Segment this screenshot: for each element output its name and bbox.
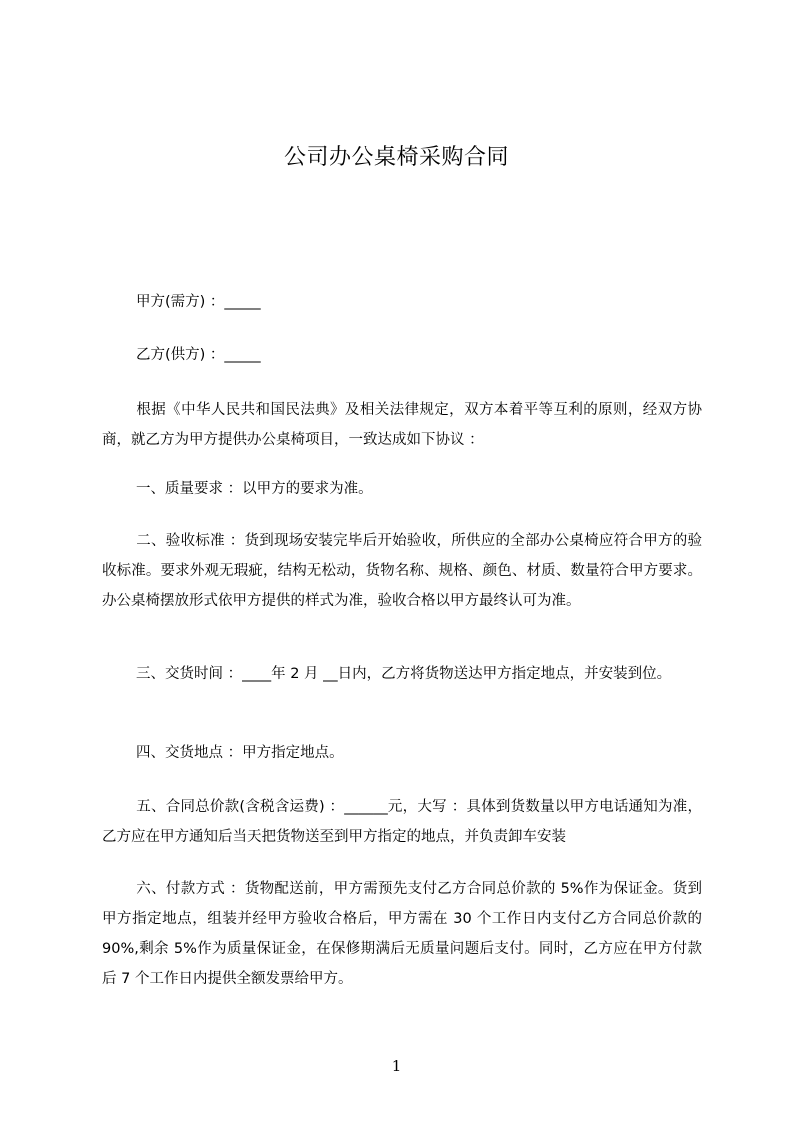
clause-acceptance — [102, 526, 702, 616]
clause-payment-text: 六、付款方式 ：货物配送前，甲方需预先支付乙方合同总价款的 5%作为保证金。货到甲方指定地点，组装并经甲方验收合格后，甲方需在 30 个工作日内支付乙方合同总价款的 90%,剩余 5%作为质量保证金，在保修期满后无质量问题后支付。同时，乙方应在甲方付款后 7 个工作日内提供全额发票给甲方。 — [102, 881, 702, 987]
page-number: 1 — [391, 1057, 402, 1075]
clause-delivery-place-text: 四、交货地点 ：甲方指定地点。 — [136, 745, 344, 761]
clause-quality-text: 一、质量要求 ：以甲方的要求为准。 — [136, 481, 373, 497]
clause-payment — [102, 874, 702, 994]
clause-delivery-place — [102, 738, 702, 768]
clause-total-price — [102, 792, 702, 852]
clause-delivery-time-text: 三、交货时间 ：____年 2 月 __日内，乙方将货物送达甲方指定地点，并安装到位。 — [136, 666, 672, 682]
party-a-line: 甲方(需方) ：_____ — [136, 294, 261, 310]
clause-acceptance-text: 二、验收标准 ：货到现场安装完毕后开始验收，所供应的全部办公桌椅应符合甲方的验收标准。要求外观无瑕疵，结构无松动，货物名称、规格、颜色、材质、数量符合甲方要求。办公桌椅摆放形式依甲方提供的样式为准，验收合格以甲方最终认可为准。 — [102, 533, 702, 609]
clause-total-price-text: 五、合同总价款(含税含运费) ：______元，大写 ：具体到货数量以甲方电话通知为准，乙方应在甲方通知后当天把货物送至到甲方指定的地点，并负责卸车安装 — [102, 799, 702, 845]
clause-quality — [102, 474, 702, 504]
preamble-text: 根据《中华人民共和国民法典》及相关法律规定，双方本着平等互利的原则，经双方协商，就乙方为甲方提供办公桌椅项目，一致达成如下协议 ： — [102, 402, 702, 448]
party-b-line: 乙方(供方) ：_____ — [136, 347, 261, 363]
document-title: 公司办公桌椅采购合同 — [283, 145, 509, 170]
clause-delivery-time — [102, 659, 702, 689]
preamble-paragraph — [102, 395, 702, 455]
